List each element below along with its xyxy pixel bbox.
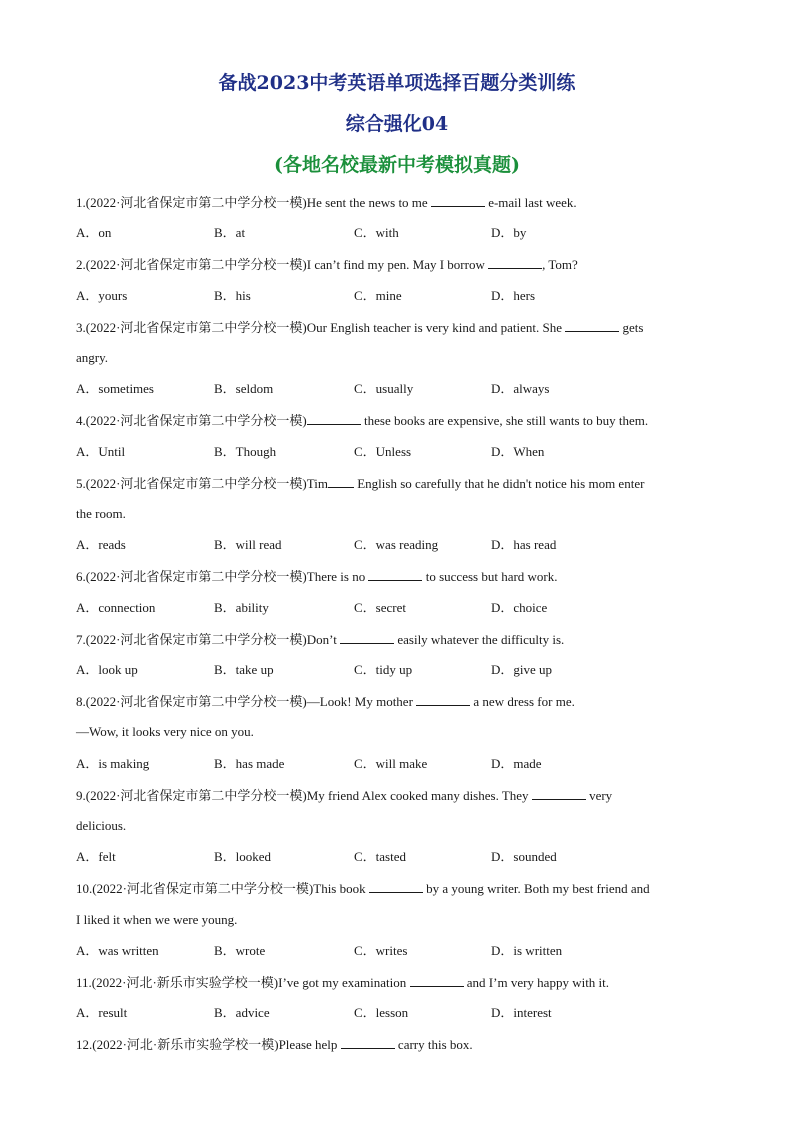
question-stem — [76, 475, 726, 492]
question-continuation: delicious. — [76, 818, 127, 833]
question-number: 1. — [76, 195, 86, 210]
question-stem — [76, 693, 726, 710]
question-stem — [76, 974, 726, 991]
question-continuation: —Wow, it looks very nice on you. — [76, 724, 254, 740]
option-a[interactable]: A．on — [76, 225, 112, 241]
option-a[interactable]: A．Until — [76, 443, 126, 459]
option-d[interactable]: D．by — [491, 225, 527, 241]
question-text: —Look! My mother — [306, 694, 417, 710]
question-stem — [76, 256, 726, 273]
question-text: these books are expensive, she still wants to buy them. — [360, 413, 649, 429]
question-text: Tim — [306, 475, 328, 491]
question-text: I’ve got my examination — [278, 975, 410, 990]
options-row — [76, 381, 726, 397]
question-source: (2022·河北省保定市第二中学分校一模) — [85, 569, 307, 585]
question-text: very — [585, 787, 613, 803]
option-c[interactable]: C．with — [354, 225, 399, 241]
option-b[interactable]: B．advice — [214, 1005, 270, 1021]
question-number: 5. — [76, 475, 86, 491]
question-number: 7. — [76, 631, 86, 647]
option-d[interactable]: D．choice — [491, 599, 548, 615]
question-source: (2022·河北省保定市第二中学分校一模) — [85, 475, 307, 491]
answer-blank[interactable] — [431, 194, 485, 207]
option-c[interactable]: C．tidy up — [354, 662, 413, 677]
question-text: Please help — [278, 1037, 341, 1053]
options-row — [76, 943, 726, 959]
question-stem — [76, 194, 726, 211]
question-text: , Tom? — [542, 257, 578, 273]
answer-blank[interactable] — [416, 693, 470, 706]
question-number: 6. — [76, 569, 86, 585]
question-source: (2022·河北省保定市第二中学分校一模) — [85, 694, 307, 710]
option-b[interactable]: B．seldom — [214, 381, 274, 397]
option-b[interactable]: B．Though — [214, 443, 277, 459]
question-source: (2022·河北·新乐市实验学校一模) — [92, 1037, 279, 1053]
question-text: by a young writer. Both my best friend and — [422, 881, 650, 897]
option-d[interactable]: D．give up — [491, 662, 553, 677]
question-text: There is no — [306, 569, 369, 585]
option-b[interactable]: B．take up — [214, 662, 274, 677]
question-stem — [76, 631, 726, 648]
question-number: 11. — [76, 975, 92, 990]
answer-blank[interactable] — [368, 568, 422, 581]
answer-blank[interactable] — [532, 787, 586, 800]
option-d[interactable]: D．When — [491, 443, 545, 459]
answer-blank[interactable] — [410, 974, 464, 987]
option-b[interactable]: B．ability — [214, 599, 269, 615]
option-c[interactable]: C．will make — [354, 755, 428, 771]
page-source-note: (各地名校最新中考模拟真题) — [274, 154, 520, 176]
question-text: This book — [313, 881, 369, 897]
options-row — [76, 1005, 726, 1021]
question-text: gets — [619, 319, 644, 335]
option-d[interactable]: D．made — [491, 755, 542, 771]
question-text: Our English teacher is very kind and patient. She — [306, 319, 566, 335]
question-text: English so carefully that he didn't notice his mom enter — [353, 475, 645, 491]
option-b[interactable]: B．wrote — [214, 942, 266, 958]
options-row — [76, 444, 726, 460]
option-d[interactable]: D．is written — [491, 942, 563, 958]
question-number: 8. — [76, 694, 86, 710]
option-b[interactable]: B．looked — [214, 849, 272, 865]
question-source: (2022·河北省保定市第二中学分校一模) — [85, 631, 307, 647]
question-text: carry this box. — [394, 1037, 473, 1053]
options-row — [76, 225, 726, 241]
question-stem — [76, 1036, 726, 1053]
option-d[interactable]: D．always — [491, 381, 550, 397]
option-d[interactable]: D．interest — [491, 1005, 552, 1021]
question-stem — [76, 412, 726, 429]
option-a[interactable]: A．was written — [76, 942, 159, 958]
options-row — [76, 662, 726, 678]
question-text: a new dress for me. — [470, 694, 575, 710]
answer-blank[interactable] — [488, 256, 542, 269]
option-b[interactable]: B．at — [214, 225, 246, 241]
option-c[interactable]: C．usually — [354, 381, 414, 397]
question-source: (2022·河北省保定市第二中学分校一模) — [85, 257, 307, 273]
answer-blank[interactable] — [565, 319, 619, 332]
question-source: (2022·河北省保定市第二中学分校一模) — [85, 413, 307, 429]
question-stem — [76, 787, 726, 804]
option-c[interactable]: C．writes — [354, 942, 408, 958]
answer-blank[interactable] — [341, 1036, 395, 1049]
page-subtitle: 综合强化04 — [345, 113, 449, 135]
option-b[interactable]: B．will read — [214, 537, 282, 553]
question-number: 12. — [76, 1037, 93, 1053]
question-text: and I’m very happy with it. — [463, 975, 610, 990]
question-source: (2022·河北省保定市第二中学分校一模) — [92, 881, 314, 897]
answer-blank[interactable] — [340, 631, 394, 644]
question-number: 2. — [76, 257, 86, 273]
question-source: (2022·河北·新乐市实验学校一模) — [91, 975, 279, 990]
answer-blank[interactable] — [328, 475, 354, 488]
option-c[interactable]: C．mine — [354, 287, 402, 303]
option-b[interactable]: B．his — [214, 287, 251, 303]
question-number: 10. — [76, 881, 93, 897]
question-continuation: the room. — [76, 506, 126, 521]
question-stem — [76, 568, 726, 585]
question-number: 3. — [76, 319, 86, 335]
question-source: (2022·河北省保定市第二中学分校一模) — [85, 787, 307, 803]
options-row — [76, 849, 726, 865]
question-text: Don’t — [306, 631, 341, 647]
question-number: 9. — [76, 787, 86, 803]
options-row — [76, 756, 726, 772]
question-stem — [76, 880, 726, 897]
options-row — [76, 600, 726, 616]
question-text: I can’t find my pen. May I borrow — [306, 257, 489, 273]
options-row — [76, 288, 726, 304]
answer-blank[interactable] — [369, 880, 423, 893]
question-text: My friend Alex cooked many dishes. They — [306, 787, 532, 803]
question-stem — [76, 319, 726, 336]
option-a[interactable]: A．felt — [76, 849, 116, 865]
option-a[interactable]: A．connection — [76, 599, 156, 615]
option-b[interactable]: B．has made — [214, 755, 285, 771]
option-c[interactable]: C．tasted — [354, 849, 406, 865]
option-a[interactable]: A．is making — [76, 755, 150, 771]
option-a[interactable]: A．look up — [76, 662, 138, 677]
answer-blank[interactable] — [307, 412, 361, 425]
page-title: 备战2023中考英语单项选择百题分类训练 — [218, 72, 576, 94]
option-c[interactable]: C．was reading — [354, 537, 439, 553]
options-row — [76, 537, 726, 553]
option-c[interactable]: C．lesson — [354, 1005, 409, 1021]
question-number: 4. — [76, 413, 86, 429]
option-d[interactable]: D．hers — [491, 287, 536, 303]
option-a[interactable]: A．reads — [76, 537, 126, 553]
question-text: e-mail last week. — [484, 195, 577, 210]
question-source: (2022·河北省保定市第二中学分校一模) — [85, 319, 307, 335]
question-text: He sent the news to me — [306, 195, 431, 210]
question-continuation: I liked it when we were young. — [76, 911, 238, 927]
option-c[interactable]: C．secret — [354, 599, 406, 615]
option-a[interactable]: A．result — [76, 1005, 128, 1021]
question-source: (2022·河北省保定市第二中学分校一模) — [85, 195, 307, 210]
option-d[interactable]: D．has read — [491, 537, 557, 553]
option-c[interactable]: C．Unless — [354, 443, 412, 459]
question-text: to success but hard work. — [422, 569, 558, 585]
question-text: easily whatever the difficulty is. — [394, 631, 565, 647]
option-a[interactable]: A．yours — [76, 287, 128, 303]
option-d[interactable]: D．sounded — [491, 849, 557, 865]
question-continuation: angry. — [76, 350, 109, 365]
option-a[interactable]: A．sometimes — [76, 381, 154, 397]
